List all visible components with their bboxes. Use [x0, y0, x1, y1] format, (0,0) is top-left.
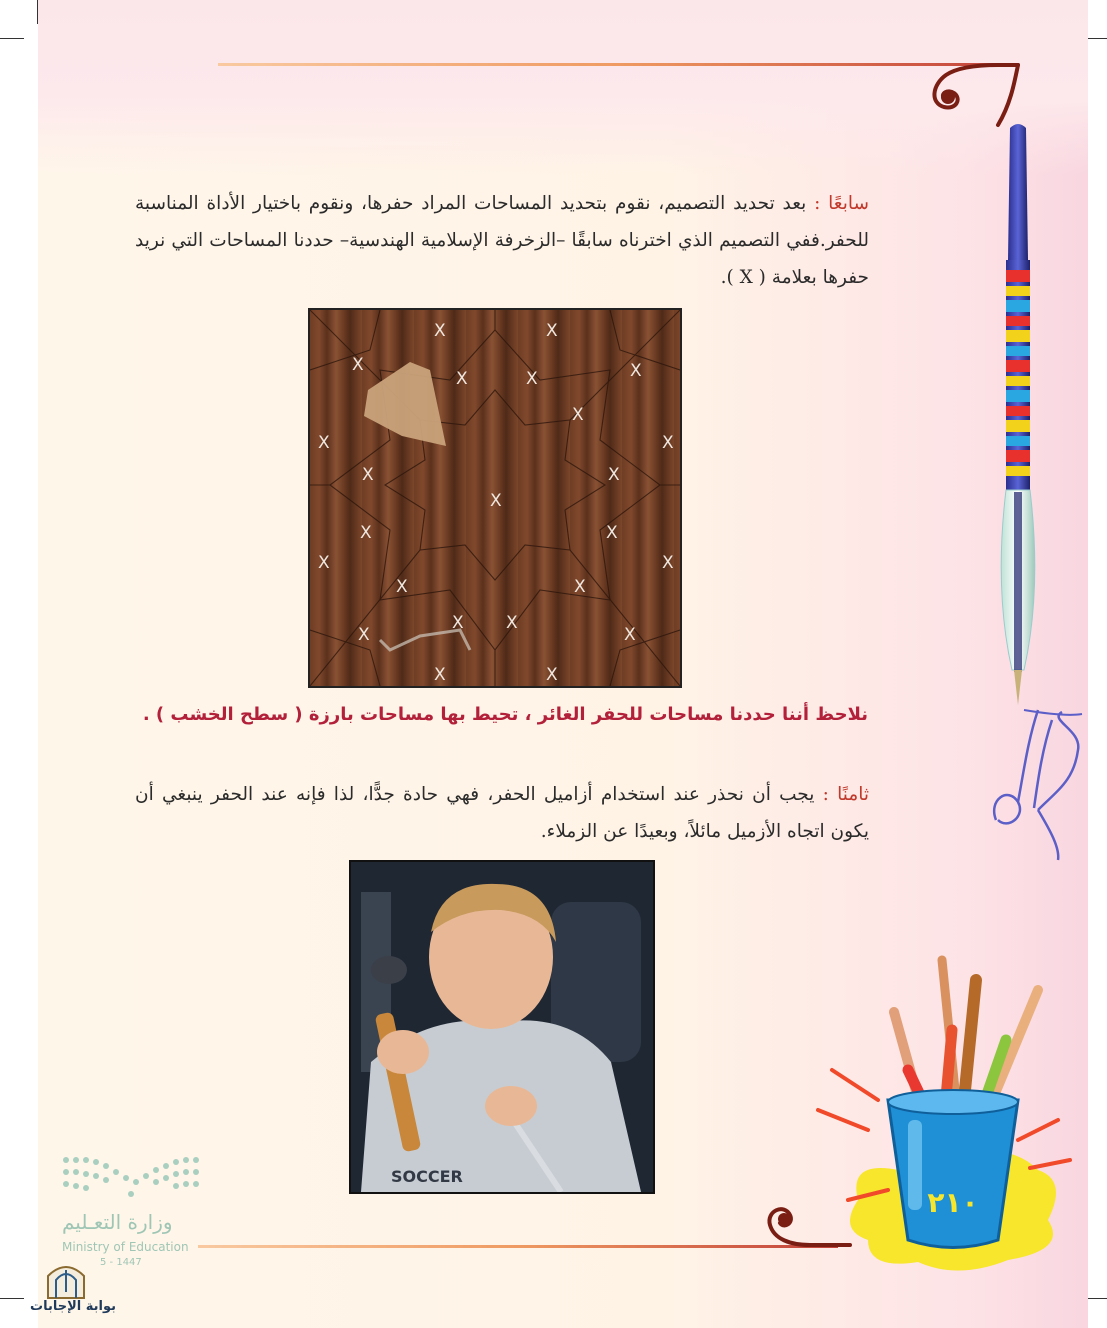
x-mark: X	[662, 553, 674, 573]
hammer-head	[371, 956, 407, 984]
signature-flourish	[978, 690, 1088, 870]
pencil-cup-illustration	[808, 950, 1088, 1290]
blue-cup	[888, 1100, 1018, 1248]
x-mark: X	[608, 465, 620, 485]
x-mark: X	[662, 433, 674, 453]
x-mark: X	[362, 465, 374, 485]
x-mark: X	[574, 577, 586, 597]
shirt-print: SOCCER	[391, 1167, 463, 1186]
x-mark: X	[452, 613, 464, 633]
x-mark: X	[434, 665, 446, 685]
engraving-x-marks	[318, 321, 674, 685]
x-mark: X	[456, 369, 468, 389]
crop-mark	[0, 1298, 24, 1299]
crop-mark	[0, 38, 24, 39]
observation-note: نلاحظ أننا حددنا مساحات للحفر الغائر ، تحيط بها مساحات بارزة ( سطح الخشب ) .	[142, 704, 868, 725]
paragraph-seventh-text: بعد تحديد التصميم، نقوم بتحديد المساحات المراد حفرها، ونقوم باختيار الأداة المناسبة للحفر.ففي التصميم الذي اخترناه سابقًا –الزخرفة الإسلامية الهندسية– حددنا المساحات التي نريد حفرها بعلامة ( X ).	[135, 193, 869, 288]
ministry-logo-dots-icon	[58, 1150, 203, 1210]
paragraph-eighth-text: يجب أن نحذر عند استخدام أزاميل الحفر، فهي حادة جدًّا، لذا فإنه عند الحفر ينبغي أن يكون اتجاه الأزميل مائلاً، وبعيدًا عن الزملاء.	[135, 784, 869, 842]
x-mark: X	[490, 491, 502, 511]
x-mark: X	[572, 405, 584, 425]
x-mark: X	[358, 625, 370, 645]
x-mark: X	[318, 433, 330, 453]
x-mark: X	[546, 321, 558, 341]
x-mark: X	[630, 361, 642, 381]
right-hand	[485, 1086, 537, 1126]
paragraph-seventh-label: سابعًا :	[814, 193, 869, 214]
paragraph-eighth	[135, 776, 869, 850]
left-hand	[377, 1030, 429, 1074]
x-mark: X	[624, 625, 636, 645]
x-mark: X	[434, 321, 446, 341]
islamic-geometric-pattern	[310, 310, 680, 686]
paragraph-eighth-label: ثامنًا :	[822, 784, 870, 805]
ministry-name-arabic: وزارة التعـليم	[62, 1210, 173, 1234]
x-mark: X	[360, 523, 372, 543]
x-mark: X	[606, 523, 618, 543]
wood-carving-image	[308, 308, 682, 688]
page-number: ٢١٠	[927, 1186, 979, 1219]
ministry-year: 5 - 1447	[100, 1257, 142, 1268]
paragraph-seventh	[135, 185, 869, 296]
ministry-name-english: Ministry of Education	[62, 1240, 189, 1254]
x-mark: X	[396, 577, 408, 597]
x-mark: X	[318, 553, 330, 573]
bottom-frame-line	[198, 1245, 838, 1248]
site-watermark-icon	[44, 1258, 88, 1302]
x-mark: X	[546, 665, 558, 685]
decorative-pen-icon	[988, 120, 1048, 710]
x-mark: X	[526, 369, 538, 389]
x-mark: X	[506, 613, 518, 633]
x-mark: X	[352, 355, 364, 375]
book-page	[38, 0, 1088, 1328]
site-watermark-text: بوابة الإجابات	[30, 1299, 116, 1314]
boy-carving-photo	[349, 860, 655, 1194]
top-frame-line	[218, 63, 1018, 66]
